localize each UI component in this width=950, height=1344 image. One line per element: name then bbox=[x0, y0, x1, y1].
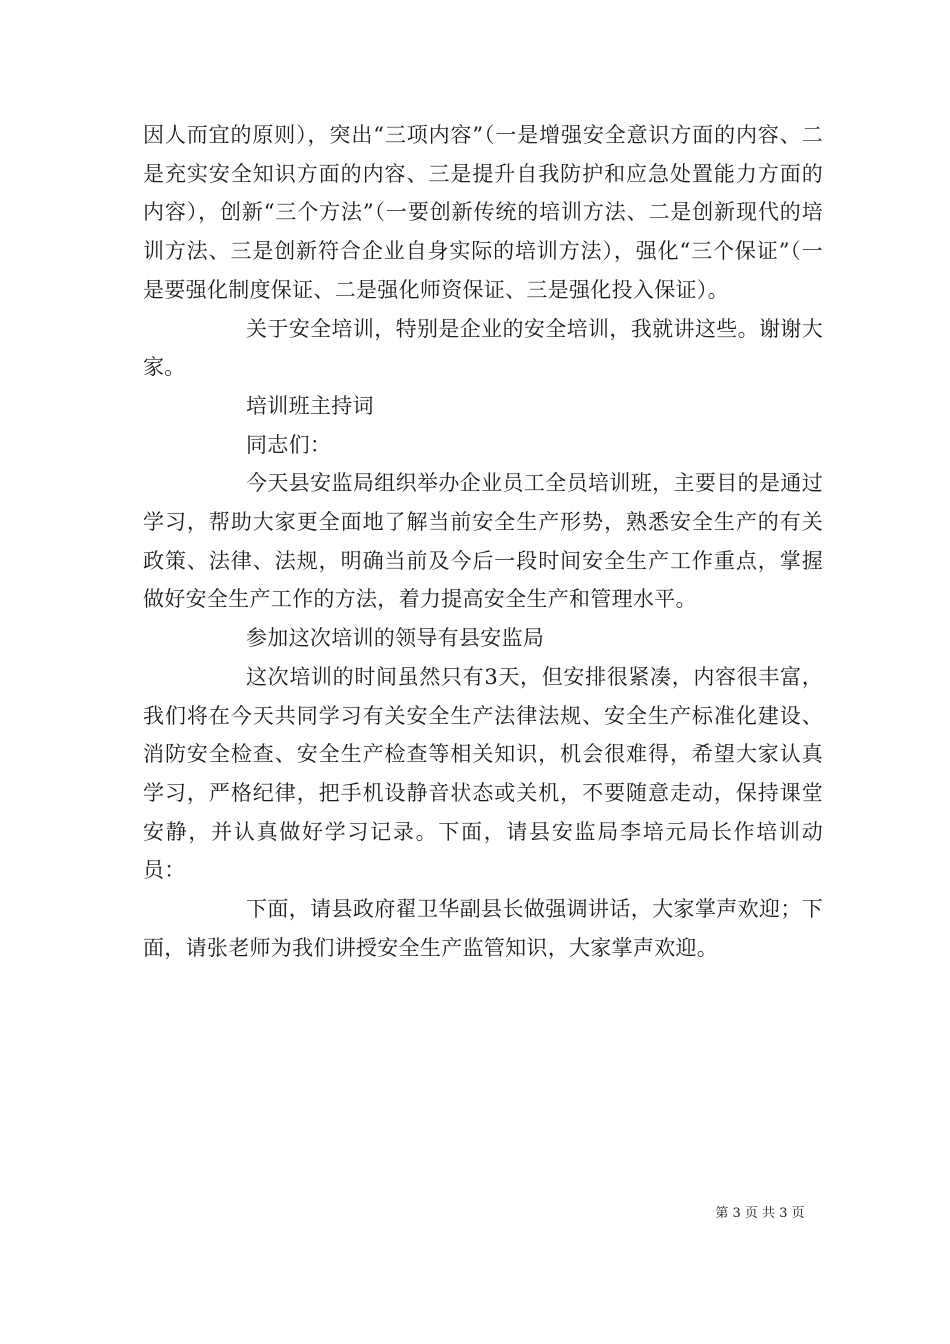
paragraph-principles-continued: 因人而宜的原则），突出“三项内容”（一是增强安全意识方面的内容、二是充实安全知识方面的内容、三是提升自我防护和应急处置能力方面的内容），创新“三个方法”（一要创新传统的培训方法、二是创新现代的培训方法、三是创新符合企业自身实际的培训方法），强化“三个保证”（一是要强化制度保证、二是强化师资保证、三是强化投入保证）。 bbox=[143, 123, 823, 302]
paragraph-closing-remarks: 关于安全培训，特别是企业的安全培训，我就讲这些。谢谢大家。 bbox=[143, 316, 823, 380]
document-body bbox=[143, 116, 823, 967]
paragraph-speaker-introductions: 下面，请县政府翟卫华副县长做强调讲话，大家掌声欢迎；下面，请张老师为我们讲授安全生产监管知识，大家掌声欢迎。 bbox=[143, 897, 823, 960]
section-heading: 培训班主持词 bbox=[246, 393, 374, 418]
paragraph-training-schedule: 这次培训的时间虽然只有3天，但安排很紧凑，内容很丰富，我们将在今天共同学习有关安全生产法律法规、安全生产标准化建设、消防安全检查、安全生产检查等相关知识，机会很难得，希望大家认真学习，严格纪律，把手机设静音状态或关机，不要随意走动，保持课堂安静，并认真做好学习记录。下面，请县安监局李培元局长作培训动员： bbox=[143, 664, 823, 883]
paragraph-training-purpose: 今天县安监局组织举办企业员工全员培训班，主要目的是通过学习，帮助大家更全面地了解当前安全生产形势，熟悉安全生产的有关政策、法律、法规，明确当前及今后一段时间安全生产工作重点，掌握做好安全生产工作的方法，着力提高安全生产和管理水平。 bbox=[143, 471, 823, 612]
page-number-footer: 第 3 页 共 3 页 bbox=[715, 1206, 805, 1221]
paragraph-attending-leaders: 参加这次培训的领导有县安监局 bbox=[246, 626, 545, 651]
salutation: 同志们： bbox=[246, 432, 332, 457]
